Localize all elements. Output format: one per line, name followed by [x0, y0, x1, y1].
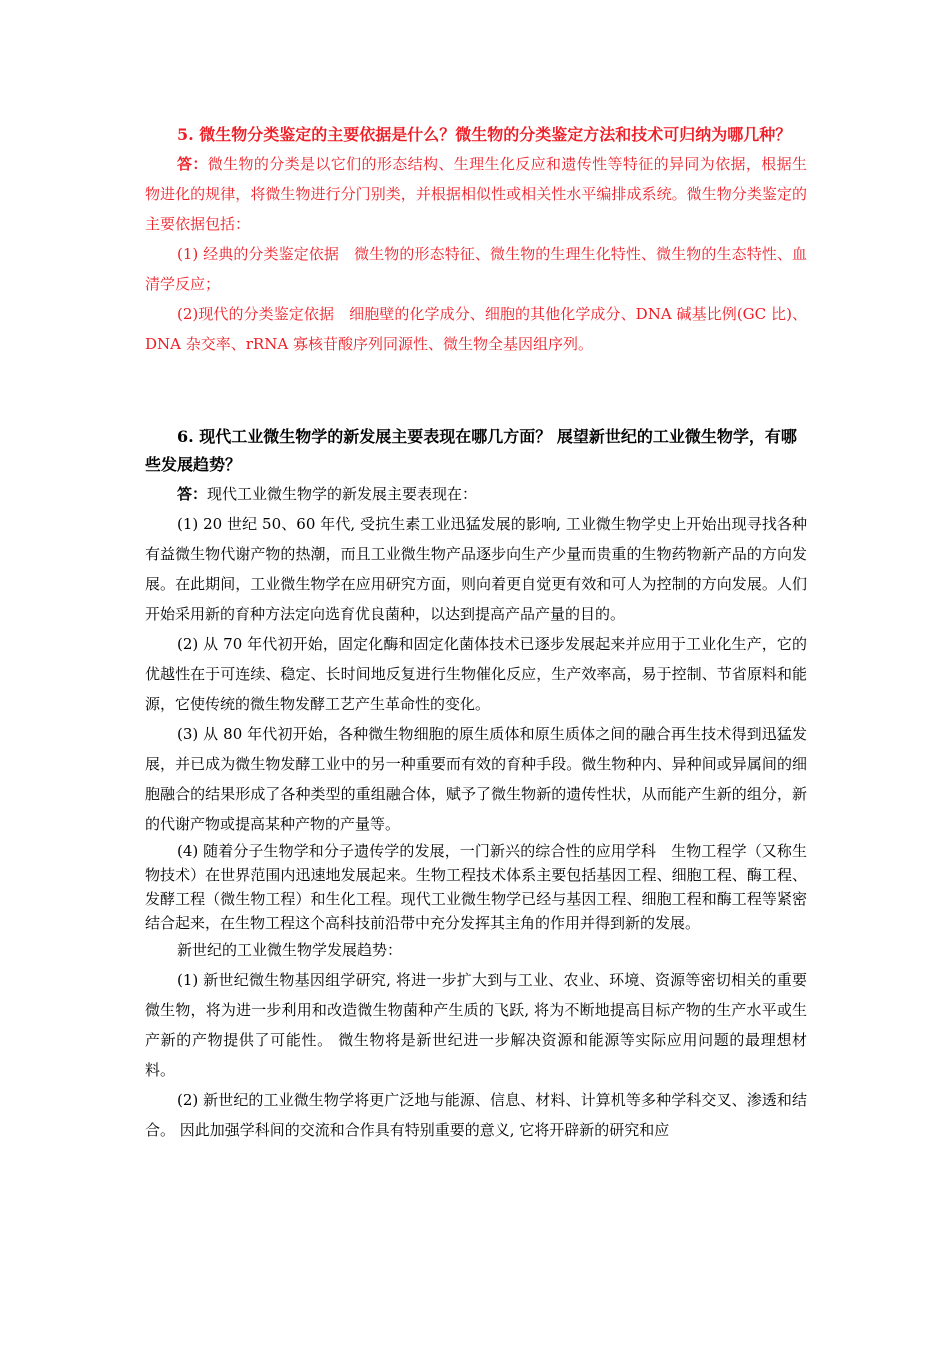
question-5-section [145, 121, 807, 359]
trend-intro: 新世纪的工业微生物学发展趋势： [177, 941, 403, 959]
question-6-title: 6. 现代工业微生物学的新发展主要表现在哪几方面？ 展望新世纪的工业微生物学，有哪些发展趋势？ [145, 427, 797, 474]
question-6-item-3: (3) 从 80 年代初开始，各种微生物细胞的原生质体和原生质体之间的融合再生技术得到迅猛发展，并已成为微生物发酵工业中的另一种重要而有效的育种手段。微生物种内、异种间或异属间的细胞融合的结果形成了各种类型的重组融合体，赋予了微生物新的遗传性状，从而能产生新的组分，新的代谢产物或提高某种产物的产量等。 [145, 725, 807, 833]
question-6-section [145, 423, 807, 1145]
answer-label: 答： [177, 155, 208, 173]
answer-label: 答： [177, 485, 208, 503]
question-5-item-1: (1) 经典的分类鉴定依据 微生物的形态特征、微生物的生理生化特性、微生物的生态特性、血清学反应； [145, 245, 807, 293]
answer-intro: 微生物的分类是以它们的形态结构、生理生化反应和遗传性等特征的异同为依据，根据生物进化的规律，将微生物进行分门别类，并根据相似性或相关性水平编排成系统。微生物分类鉴定的主要依据包括： [145, 155, 807, 233]
question-6-item-1: (1) 20 世纪 50、60 年代, 受抗生素工业迅猛发展的影响, 工业微生物学史上开始出现寻找各种有益微生物代谢产物的热潮，而且工业微生物产品逐步向生产少量而贵重的生物药物新产品的方向发展。在此期间，工业微生物学在应用研究方面，则向着更自觉更有效和可人为控制的方向发展。人们开始采用新的育种方法定向选育优良菌种，以达到提高产品产量的目的。 [145, 515, 807, 623]
question-5-title: 5. 微生物分类鉴定的主要依据是什么？微生物的分类鉴定方法和技术可归纳为哪几种？ [177, 125, 792, 144]
question-5-answer [145, 149, 807, 239]
answer-intro: 现代工业微生物学的新发展主要表现在： [207, 485, 478, 503]
question-6-item-4: (4) 随着分子生物学和分子遗传学的发展，一门新兴的综合性的应用学科 生物工程学（又称生物技术）在世界范围内迅速地发展起来。生物工程技术体系主要包括基因工程、细胞工程、酶工程、发酵工程（微生物工程）和生化工程。现代工业微生物学已经与基因工程、细胞工程和酶工程等紧密结合起来，在生物工程这个高科技前沿带中充分发挥其主角的作用并得到新的发展。 [145, 842, 807, 932]
trend-item-2: (2) 新世纪的工业微生物学将更广泛地与能源、信息、材料、计算机等多种学科交叉、渗透和结合。 因此加强学科间的交流和合作具有特别重要的意义, 它将开辟新的研究和应 [145, 1091, 807, 1139]
question-5-item-2: (2)现代的分类鉴定依据 细胞壁的化学成分、细胞的其他化学成分、DNA 碱基比例(GC 比)、DNA 杂交率、rRNA 寡核苷酸序列同源性、微生物全基因组序列。 [145, 305, 807, 353]
trend-item-1: (1) 新世纪微生物基因组学研究, 将进一步扩大到与工业、农业、环境、资源等密切相关的重要微生物，将为进一步利用和改造微生物菌种产生质的飞跃, 将为不断地提高目标产物的生产水平或生产新的产物提供了可能性。 微生物将是新世纪进一步解决资源和能源等实际应用问题的最理想材料。 [145, 971, 807, 1079]
question-6-answer [145, 479, 807, 509]
question-6-item-2: (2) 从 70 年代初开始，固定化酶和固定化菌体技术已逐步发展起来并应用于工业化生产，它的优越性在于可连续、稳定、长时间地反复进行生物催化反应，生产效率高，易于控制、节省原料和能源，它使传统的微生物发酵工艺产生革命性的变化。 [145, 635, 807, 713]
